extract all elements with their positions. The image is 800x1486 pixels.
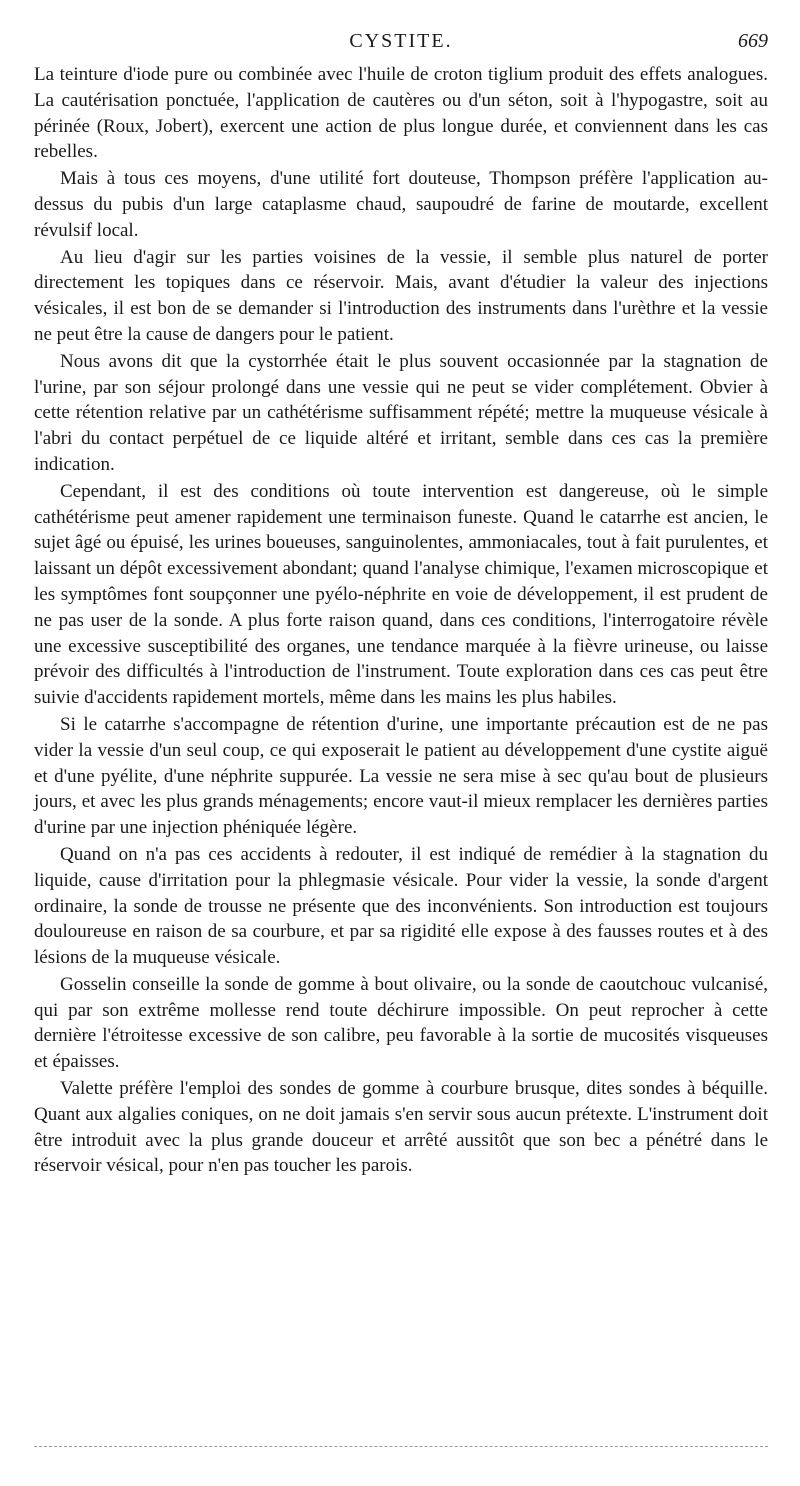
running-title: CYSTITE.	[349, 30, 453, 52]
paragraph: Valette préfère l'emploi des sondes de gomme à courbure brusque, dites sondes à béquille. Quant aux algalies coniques, on ne doit jamais s'en servir sous aucun prétexte. L'instrument doit être introduit avec la plus grande douceur et arrêté aussitôt que son bec a pénétré dans le réservoir vésical, pour n'en pas toucher les parois.	[34, 1078, 768, 1177]
footer-rule	[34, 1446, 768, 1447]
paragraph: Nous avons dit que la cystorrhée était le plus souvent occasionnée par la stagnation de l'urine, par son séjour prolongé dans une vessie qui ne peut se vider complétement. Obvier à cette rétention relative par un cathétérisme suffisamment répété; mettre la muqueuse vésicale à l'abri du contact perpétuel de ce liquide altéré et irritant, semble dans ces cas la première indication.	[34, 350, 768, 475]
paragraph: Cependant, il est des conditions où toute intervention est dangereuse, où le simple cathétérisme peut amener rapidement une terminaison funeste. Quand le catarrhe est ancien, le sujet âgé ou épuisé, les urines boueuses, sanguinolentes, ammoniacales, tout à fait purulentes, et laissant un dépôt excessivement abondant; quand l'analyse chimique, l'examen microscopique et les symptômes font soupçonner une pyélo-néphrite en voie de développement, il est prudent de ne pas user de la sonde. A plus forte raison quand, dans ces conditions, l'interrogatoire révèle une excessive susceptibilité des organes, une tendance marquée à la fièvre urineuse, ou laisse prévoir des difficultés à l'introduction de l'instrument. Toute exploration dans ces cas peut être suivie d'accidents rapidement mortels, même dans les mains les plus habiles.	[34, 480, 768, 709]
paragraph: Quand on n'a pas ces accidents à redouter, il est indiqué de remédier à la stagnation du liquide, cause d'irritation pour la phlegmasie vésicale. Pour vider la vessie, la sonde d'argent ordinaire, la sonde de trousse ne présente que des inconvénients. Son introduction est toujours douloureuse en raison de sa courbure, et par sa rigidité elle expose à des fausses routes et à des lésions de la muqueuse vésicale.	[34, 843, 768, 969]
paragraph: La teinture d'iode pure ou combinée avec l'huile de croton tiglium produit des effets analogues. La cautérisation ponctuée, l'application de cautères ou d'un séton, soit à l'hypogastre, soit au périnée (Roux, Jobert), exercent une action de plus longue durée, et conviennent dans les cas rebelles.	[34, 64, 768, 163]
paragraph: Gosselin conseille la sonde de gomme à bout olivaire, ou la sonde de caoutchouc vulcanisé, qui par son extrême mollesse rend toute déchirure impossible. On peut reprocher à cette dernière l'étroitesse excessive de son calibre, peu favorable à la sortie de mucosités visqueuses et épaisses.	[34, 973, 768, 1073]
text-body	[34, 62, 768, 1180]
paragraph: Au lieu d'agir sur les parties voisines de la vessie, il semble plus naturel de porter directement les topiques dans ce réservoir. Mais, avant d'étudier la valeur des injections vésicales, il est bon de se demander si l'introduction des instruments dans l'urèthre et la vessie ne peut être la cause de dangers pour le patient.	[34, 246, 768, 345]
page-number: 669	[738, 30, 768, 52]
paragraph: Si le catarrhe s'accompagne de rétention d'urine, une importante précaution est de ne pas vider la vessie d'un seul coup, ce qui exposerait le patient au développement d'une cystite aiguë et d'une pyélite, d'une néphrite suppurée. La vessie ne sera mise à sec qu'au bout de plusieurs jours, et avec les plus grands ménagements; encore vaut-il mieux remplacer les dernières parties d'urine par une injection phéniquée légère.	[34, 713, 768, 839]
paragraph: Mais à tous ces moyens, d'une utilité fort douteuse, Thompson préfère l'application au-dessus du pubis d'un large cataplasme chaud, saupoudré de farine de moutarde, excellent révulsif local.	[34, 168, 768, 241]
running-head	[34, 26, 768, 56]
